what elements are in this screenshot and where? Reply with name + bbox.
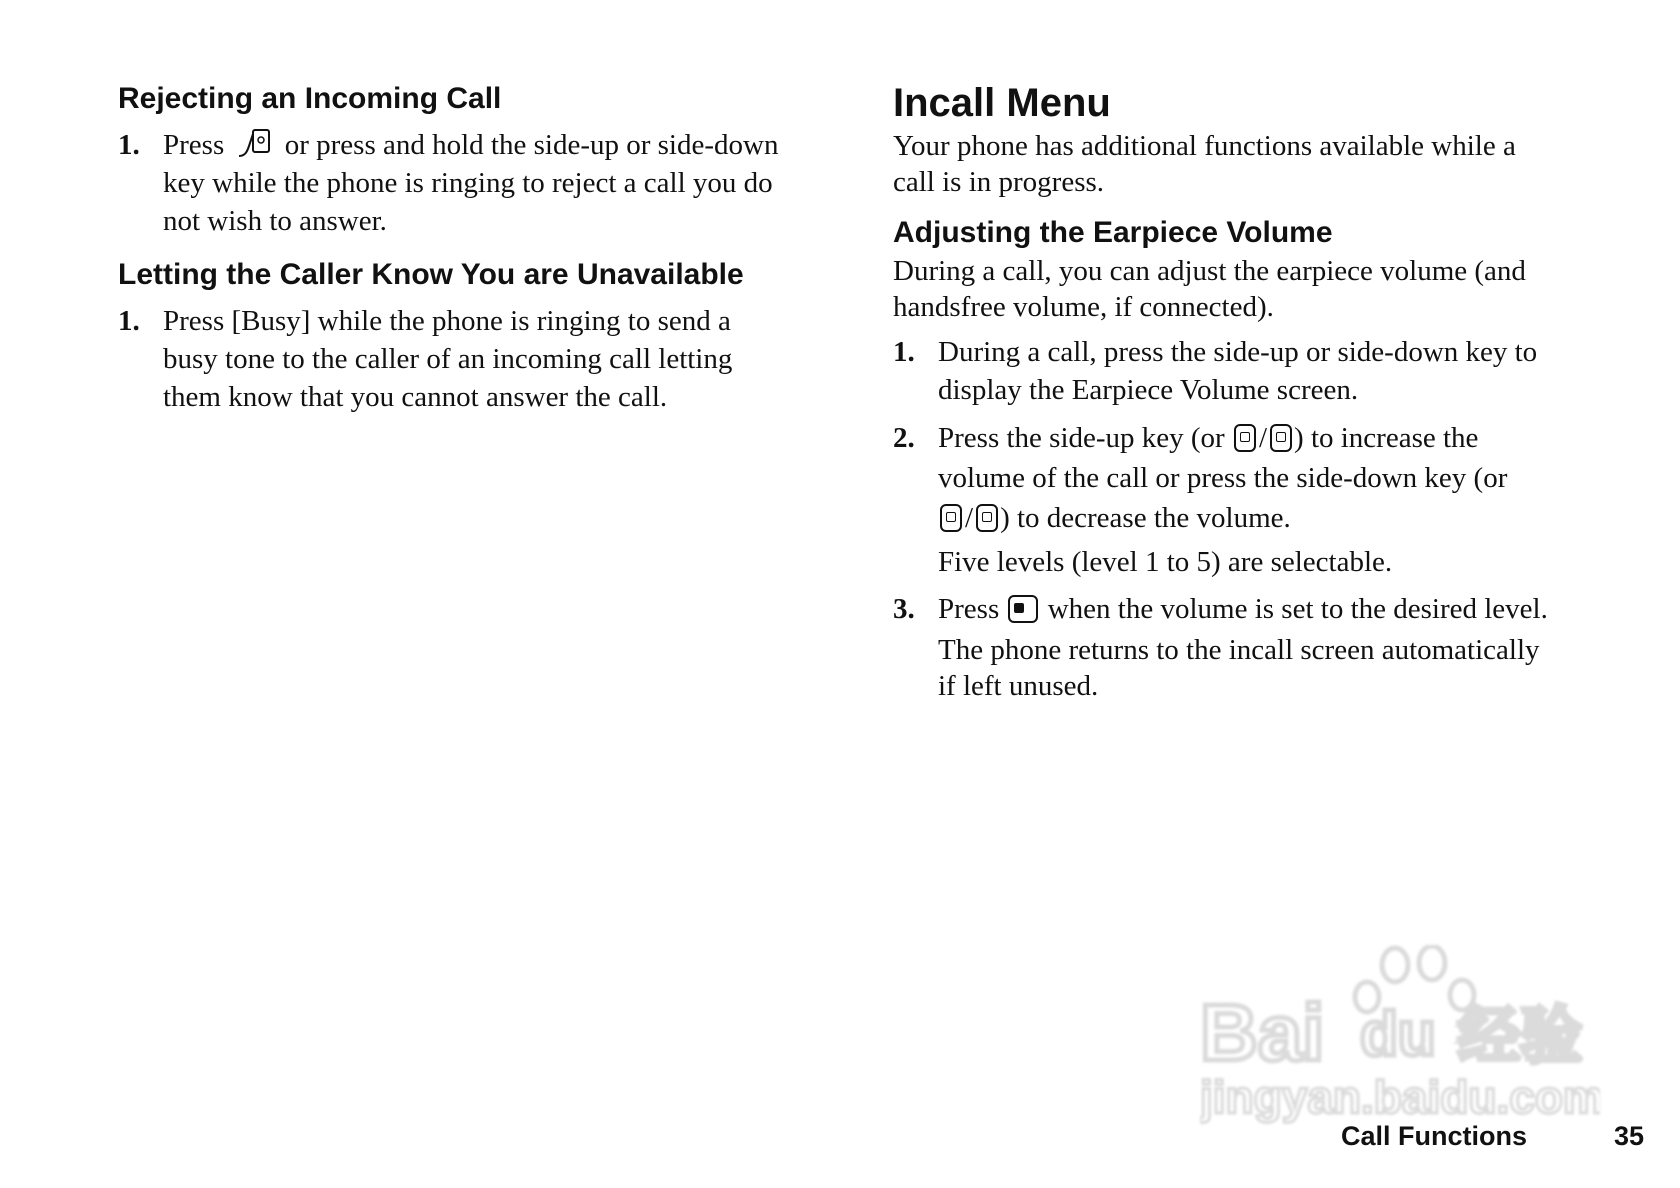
step-note-line: if left unused. <box>938 670 1099 702</box>
list-item <box>893 590 1633 710</box>
nav-left-key-icon <box>976 504 998 532</box>
svg-text:Bai: Bai <box>1200 988 1325 1077</box>
step-text-line: or press and hold the side-up or side-down <box>284 129 779 161</box>
step-text-line: busy tone to the caller of an incoming call letting <box>163 343 733 375</box>
heading-rejecting-call: Rejecting an Incoming Call <box>118 82 502 115</box>
page-title: Incall Menu <box>893 81 1111 125</box>
list-item <box>118 302 830 422</box>
phone-end-key-icon <box>235 128 273 160</box>
nav-right-key-icon <box>1270 424 1292 452</box>
heading-earpiece-volume: Adjusting the Earpiece Volume <box>893 216 1333 249</box>
step-text-line: During a call, press the side-up or side-down key to <box>938 336 1538 368</box>
nav-down-key-icon <box>940 504 962 532</box>
svg-text:经验: 经验 <box>1458 999 1583 1072</box>
step-number: 1. <box>118 305 140 337</box>
step-text-line: key while the phone is ringing to reject a call you do <box>163 167 773 199</box>
heading-unavailable: Letting the Caller Know You are Unavailable <box>118 258 744 291</box>
list-item: 2. Press the side-up key (or / ) to increase the volume of the call or press the side-down key (or / ) to decrease the volume. Five levels (level 1 to 5) are selectable. <box>893 418 1613 588</box>
nav-up-key-icon <box>1234 424 1256 452</box>
step-text-line: display the Earpiece Volume screen. <box>938 374 1359 406</box>
step-text-line: volume of the call or press the side-down key (or <box>938 462 1508 494</box>
step-note-line: The phone returns to the incall screen automatically <box>938 634 1540 666</box>
step-number: 1. <box>893 336 915 368</box>
step-text: Press the side-up key (or <box>938 422 1225 454</box>
step-note: Five levels (level 1 to 5) are selectable. <box>938 546 1393 578</box>
svg-text:du: du <box>1360 1000 1436 1069</box>
step-number: 1. <box>118 129 140 161</box>
step-lead: Press <box>163 129 225 161</box>
step-number: 3. <box>893 593 915 625</box>
subintro-paragraph <box>893 253 1613 325</box>
subintro-line: handsfree volume, if connected). <box>893 291 1274 323</box>
step-text: when the volume is set to the desired level. <box>1047 593 1548 625</box>
subintro-line: During a call, you can adjust the earpiece volume (and <box>893 255 1526 287</box>
watermark-url: jingyan.baidu.com <box>1200 1071 1600 1123</box>
step-text: ) to increase the <box>1294 422 1479 454</box>
step-text-line: Press [Busy] while the phone is ringing to send a <box>163 305 731 337</box>
step-text-line: not wish to answer. <box>163 205 387 237</box>
intro-line: Your phone has additional functions available while a <box>893 130 1516 162</box>
step-text: Press <box>938 593 1000 625</box>
baidu-paw-logo <box>1200 945 1600 1135</box>
step-text-line: them know that you cannot answer the call. <box>163 381 668 413</box>
intro-paragraph <box>893 128 1613 200</box>
step-number: 2. <box>893 422 915 454</box>
list-item <box>118 126 830 246</box>
page-number: 35 <box>1614 1121 1645 1151</box>
list-item <box>893 333 1613 413</box>
intro-line: call is in progress. <box>893 166 1105 198</box>
step-text: ) to decrease the volume. <box>1000 502 1291 534</box>
center-key-icon <box>1008 595 1038 623</box>
footer-section-title: Call Functions <box>1341 1121 1528 1151</box>
baidu-watermark <box>1200 945 1600 1135</box>
